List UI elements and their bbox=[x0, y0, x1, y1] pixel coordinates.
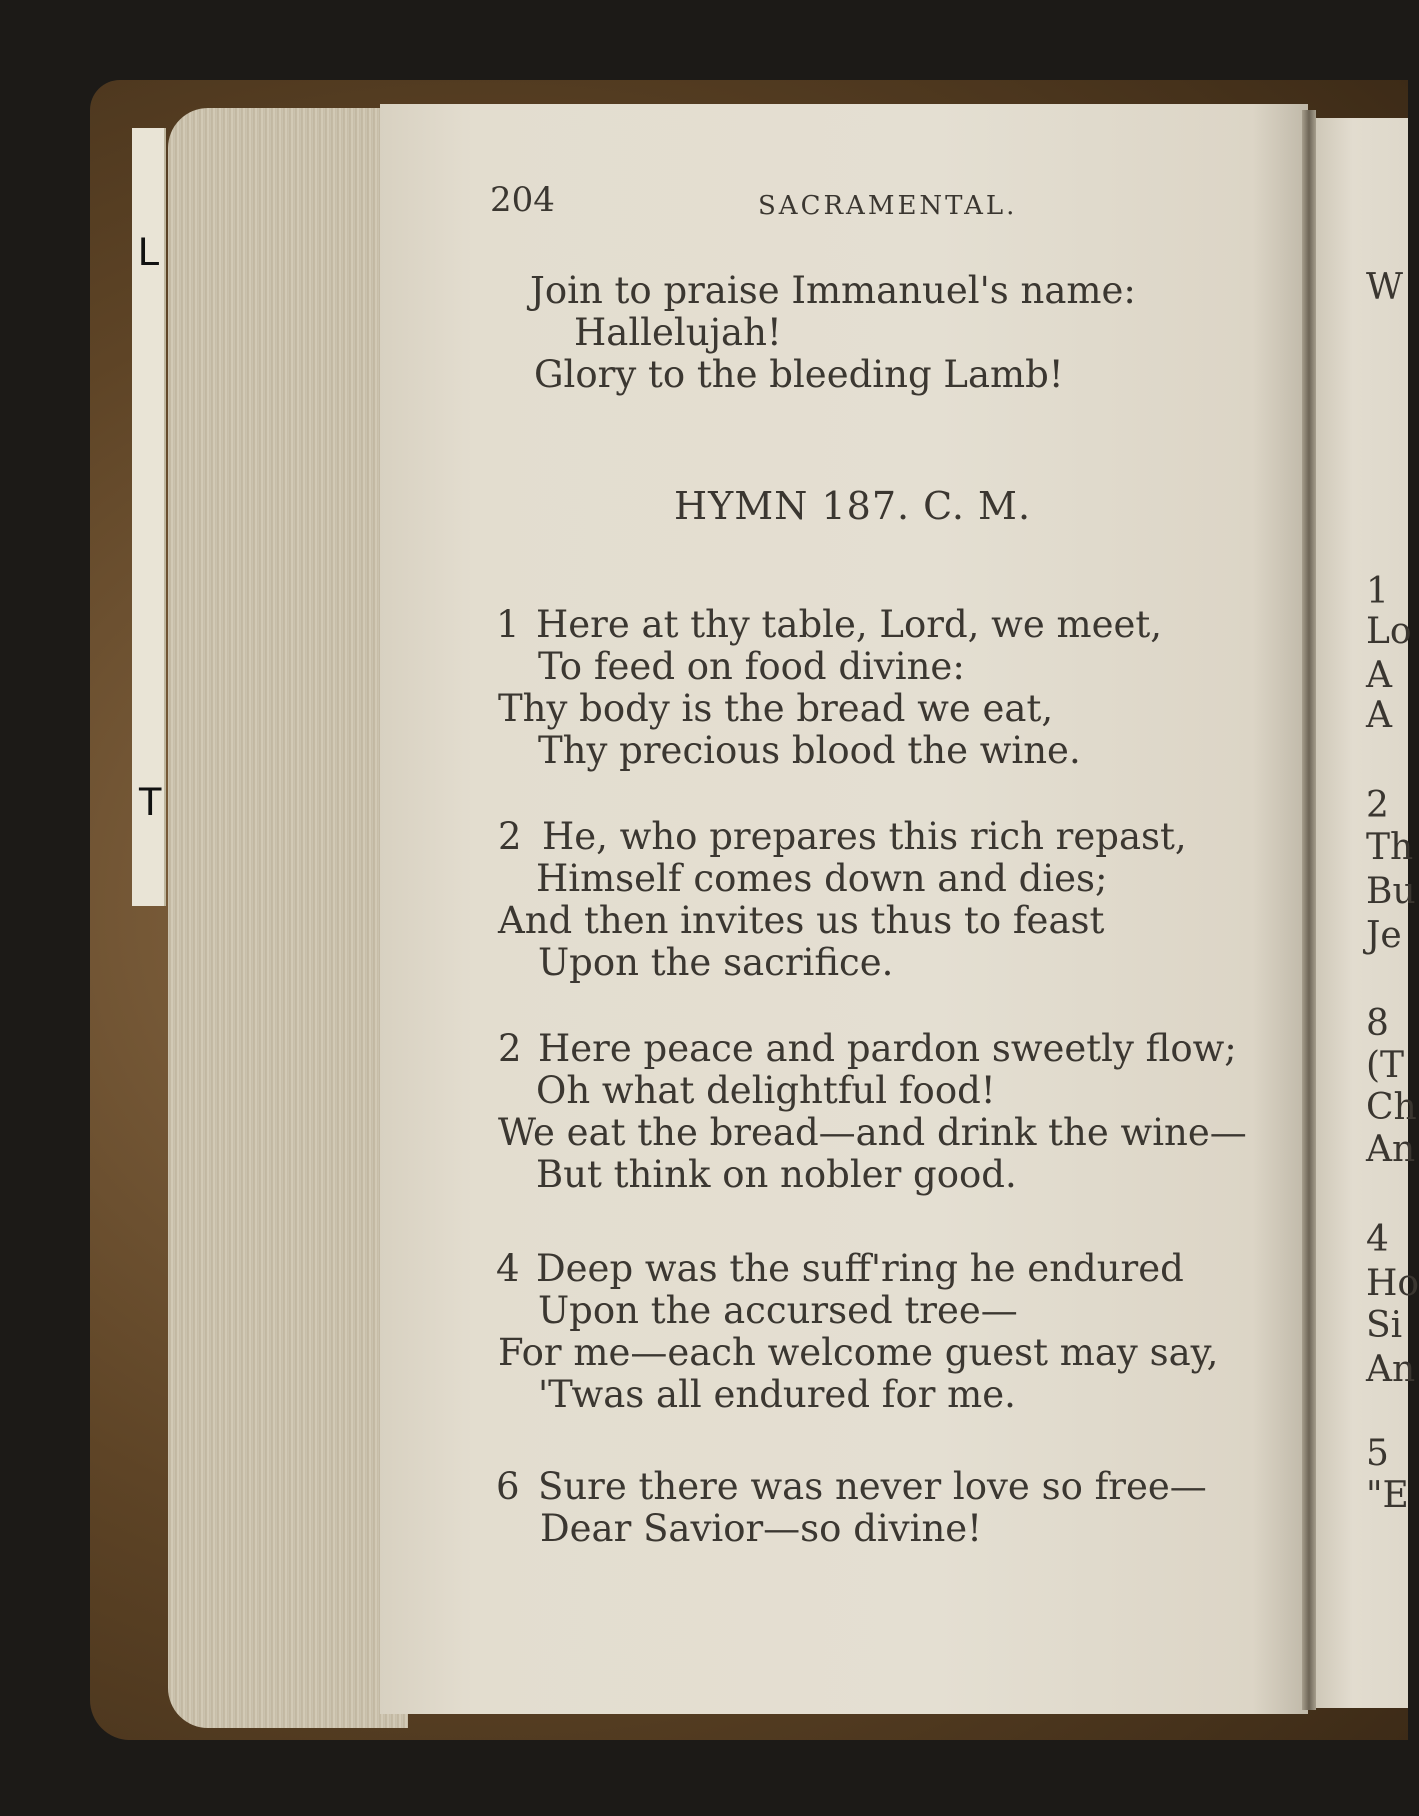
stanza-line: He, who prepares this rich repast, bbox=[542, 815, 1187, 858]
stanza-line: And then invites us thus to feast bbox=[498, 899, 1105, 942]
right-page bbox=[1316, 118, 1419, 1708]
hymn-title: HYMN 187. C. M. bbox=[674, 484, 1032, 528]
stanza-number: 6 bbox=[496, 1465, 520, 1508]
right-page-fragment: Ch bbox=[1366, 1087, 1417, 1128]
right-page-fragment: Ho bbox=[1366, 1263, 1419, 1304]
stanza-line: Dear Savior—so divine! bbox=[540, 1507, 983, 1550]
page-edges bbox=[168, 108, 408, 1728]
stanza-line: Sure there was never love so free— bbox=[538, 1465, 1207, 1508]
right-page-fragment: Bu bbox=[1366, 871, 1416, 912]
right-page-fragment: (T bbox=[1366, 1045, 1405, 1086]
stanza-line: Oh what delightful food! bbox=[536, 1069, 996, 1112]
stanza-line: Thy precious blood the wine. bbox=[538, 729, 1081, 772]
stanza-line: Deep was the suff'ring he endured bbox=[536, 1247, 1184, 1290]
stanza-line: We eat the bread—and drink the wine— bbox=[498, 1111, 1247, 1154]
right-page-fragment: 4 bbox=[1366, 1219, 1389, 1260]
right-page-fragment: 2 bbox=[1366, 785, 1389, 826]
right-page-fragment: Si bbox=[1366, 1305, 1403, 1346]
right-page-fragment: A bbox=[1366, 655, 1392, 696]
stanza-number: 2 bbox=[498, 1027, 522, 1070]
stanza-line: Here at thy table, Lord, we meet, bbox=[536, 603, 1163, 646]
right-page-fragment: Lo bbox=[1366, 611, 1412, 652]
previous-hymn-line: Hallelujah! bbox=[574, 311, 782, 354]
previous-hymn-line: Glory to the bleeding Lamb! bbox=[534, 353, 1064, 396]
running-head: SACRAMENTAL. bbox=[758, 191, 1018, 221]
stanza-line: Upon the sacrifice. bbox=[538, 941, 894, 984]
stanza-line: But think on nobler good. bbox=[536, 1153, 1017, 1196]
right-page-fragment: A bbox=[1366, 695, 1392, 736]
bookmark-letter: L bbox=[138, 230, 161, 274]
right-page-fragment: W bbox=[1366, 267, 1404, 308]
previous-hymn-line: Join to praise Immanuel's name: bbox=[530, 269, 1136, 312]
stanza-line: Himself comes down and dies; bbox=[536, 857, 1108, 900]
book-gutter bbox=[1302, 110, 1316, 1710]
stanza-line: Upon the accursed tree— bbox=[538, 1289, 1018, 1332]
stanza-line: For me—each welcome guest may say, bbox=[498, 1331, 1219, 1374]
right-page-fragment: Je bbox=[1366, 915, 1402, 956]
stanza-number: 4 bbox=[496, 1247, 520, 1290]
stanza-line: Thy body is the bread we eat, bbox=[498, 687, 1054, 730]
page-number: 204 bbox=[490, 180, 555, 220]
stanza-line: 'Twas all endured for me. bbox=[538, 1373, 1016, 1416]
right-page-fragment: 8 bbox=[1366, 1003, 1389, 1044]
stanza-line: To feed on food divine: bbox=[538, 645, 965, 688]
right-page-fragment: An bbox=[1366, 1129, 1416, 1170]
bookmark-letter: T bbox=[138, 780, 163, 824]
right-page-fragment: An bbox=[1366, 1349, 1416, 1390]
bookmark-slip bbox=[132, 128, 166, 906]
right-page-fragment: Th bbox=[1366, 827, 1414, 868]
right-page-fragment: "E bbox=[1366, 1475, 1409, 1516]
stanza-number: 2 bbox=[498, 815, 522, 858]
stanza-line: Here peace and pardon sweetly flow; bbox=[538, 1027, 1237, 1070]
right-page-fragment: 5 bbox=[1366, 1433, 1389, 1474]
right-page-fragment: 1 bbox=[1366, 571, 1389, 612]
stanza-number: 1 bbox=[496, 603, 520, 646]
